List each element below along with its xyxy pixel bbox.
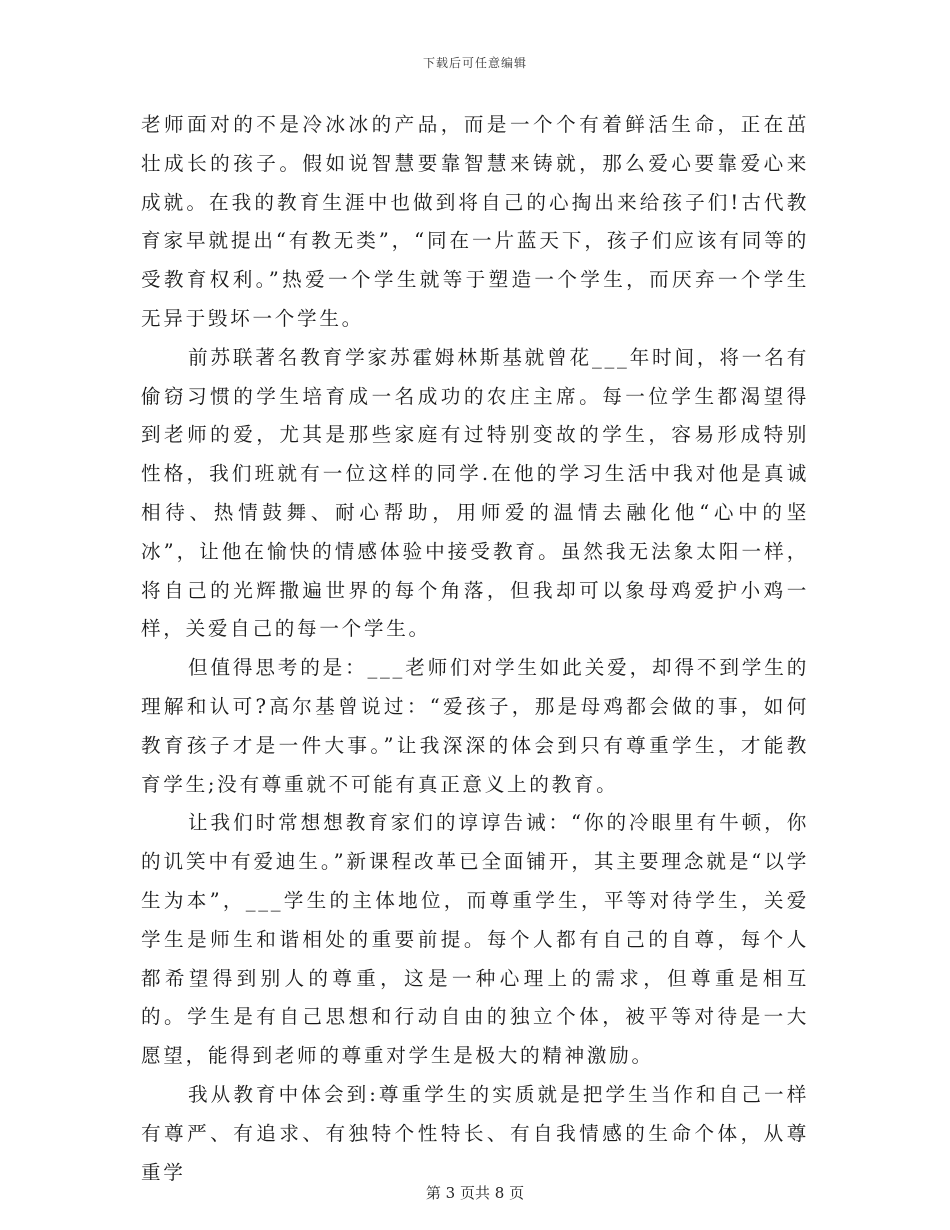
paragraph: 前苏联著名教育学家苏霍姆林斯基就曾花___年时间，将一名有偷窃习惯的学生培育成一名成功的农庄主席。每一位学生都渴望得到老师的爱，尤其是那些家庭有过特别变故的学生，容易形成特别性格，我们班就有一位这样的同学.在他的学习生活中我对他是真诚相待、热情鼓舞、耐心帮助，用师爱的温情去融化他“心中的坚冰”，让他在愉快的情感体验中接受教育。虽然我无法象太阳一样，将自己的光辉撒遍世界的每个角落，但我却可以象母鸡爱护小鸡一样，关爱自己的每一个学生。 bbox=[141, 345, 809, 641]
document-body bbox=[141, 106, 809, 1192]
paragraph: 但值得思考的是：___老师们对学生如此关爱，却得不到学生的理解和认可?高尔基曾说过：“爱孩子，那是母鸡都会做的事，如何教育孩子才是一件大事。”让我深深的体会到只有尊重学生，才能教育学生;没有尊重就不可能有真正意义上的教育。 bbox=[141, 656, 809, 796]
paragraph: 我从教育中体会到:尊重学生的实质就是把学生当作和自己一样有尊严、有追求、有独特个性特长、有自我情感的生命个体，从尊重学 bbox=[141, 1082, 809, 1184]
page-header: 下载后可任意编辑 bbox=[422, 56, 527, 70]
paragraph: 老师面对的不是冷冰冰的产品，而是一个个有着鲜活生命，正在茁壮成长的孩子。假如说智慧要靠智慧来铸就，那么爱心要靠爱心来成就。在我的教育生涯中也做到将自己的心掏出来给孩子们!古代教育家早就提出“有教无类”，“同在一片蓝天下，孩子们应该有同等的受教育权利。”热爱一个学生就等于塑造一个学生，而厌弃一个学生无异于毁坏一个学生。 bbox=[141, 113, 809, 330]
paragraph: 让我们时常想想教育家们的谆谆告诫：“你的冷眼里有牛顿，你的讥笑中有爱迪生。”新课程改革已全面铺开，其主要理念就是“以学生为本”，___学生的主体地位，而尊重学生，平等对待学生，关爱学生是师生和谐相处的重要前提。每个人都有自己的自尊，每个人都希望得到别人的尊重，这是一种心理上的需求，但尊重是相互的。学生是有自己思想和行动自由的独立个体，被平等对待是一大愿望，能得到老师的尊重对学生是极大的精神激励。 bbox=[141, 811, 809, 1068]
page-number: 第 3 页共 8 页 bbox=[425, 1184, 525, 1202]
